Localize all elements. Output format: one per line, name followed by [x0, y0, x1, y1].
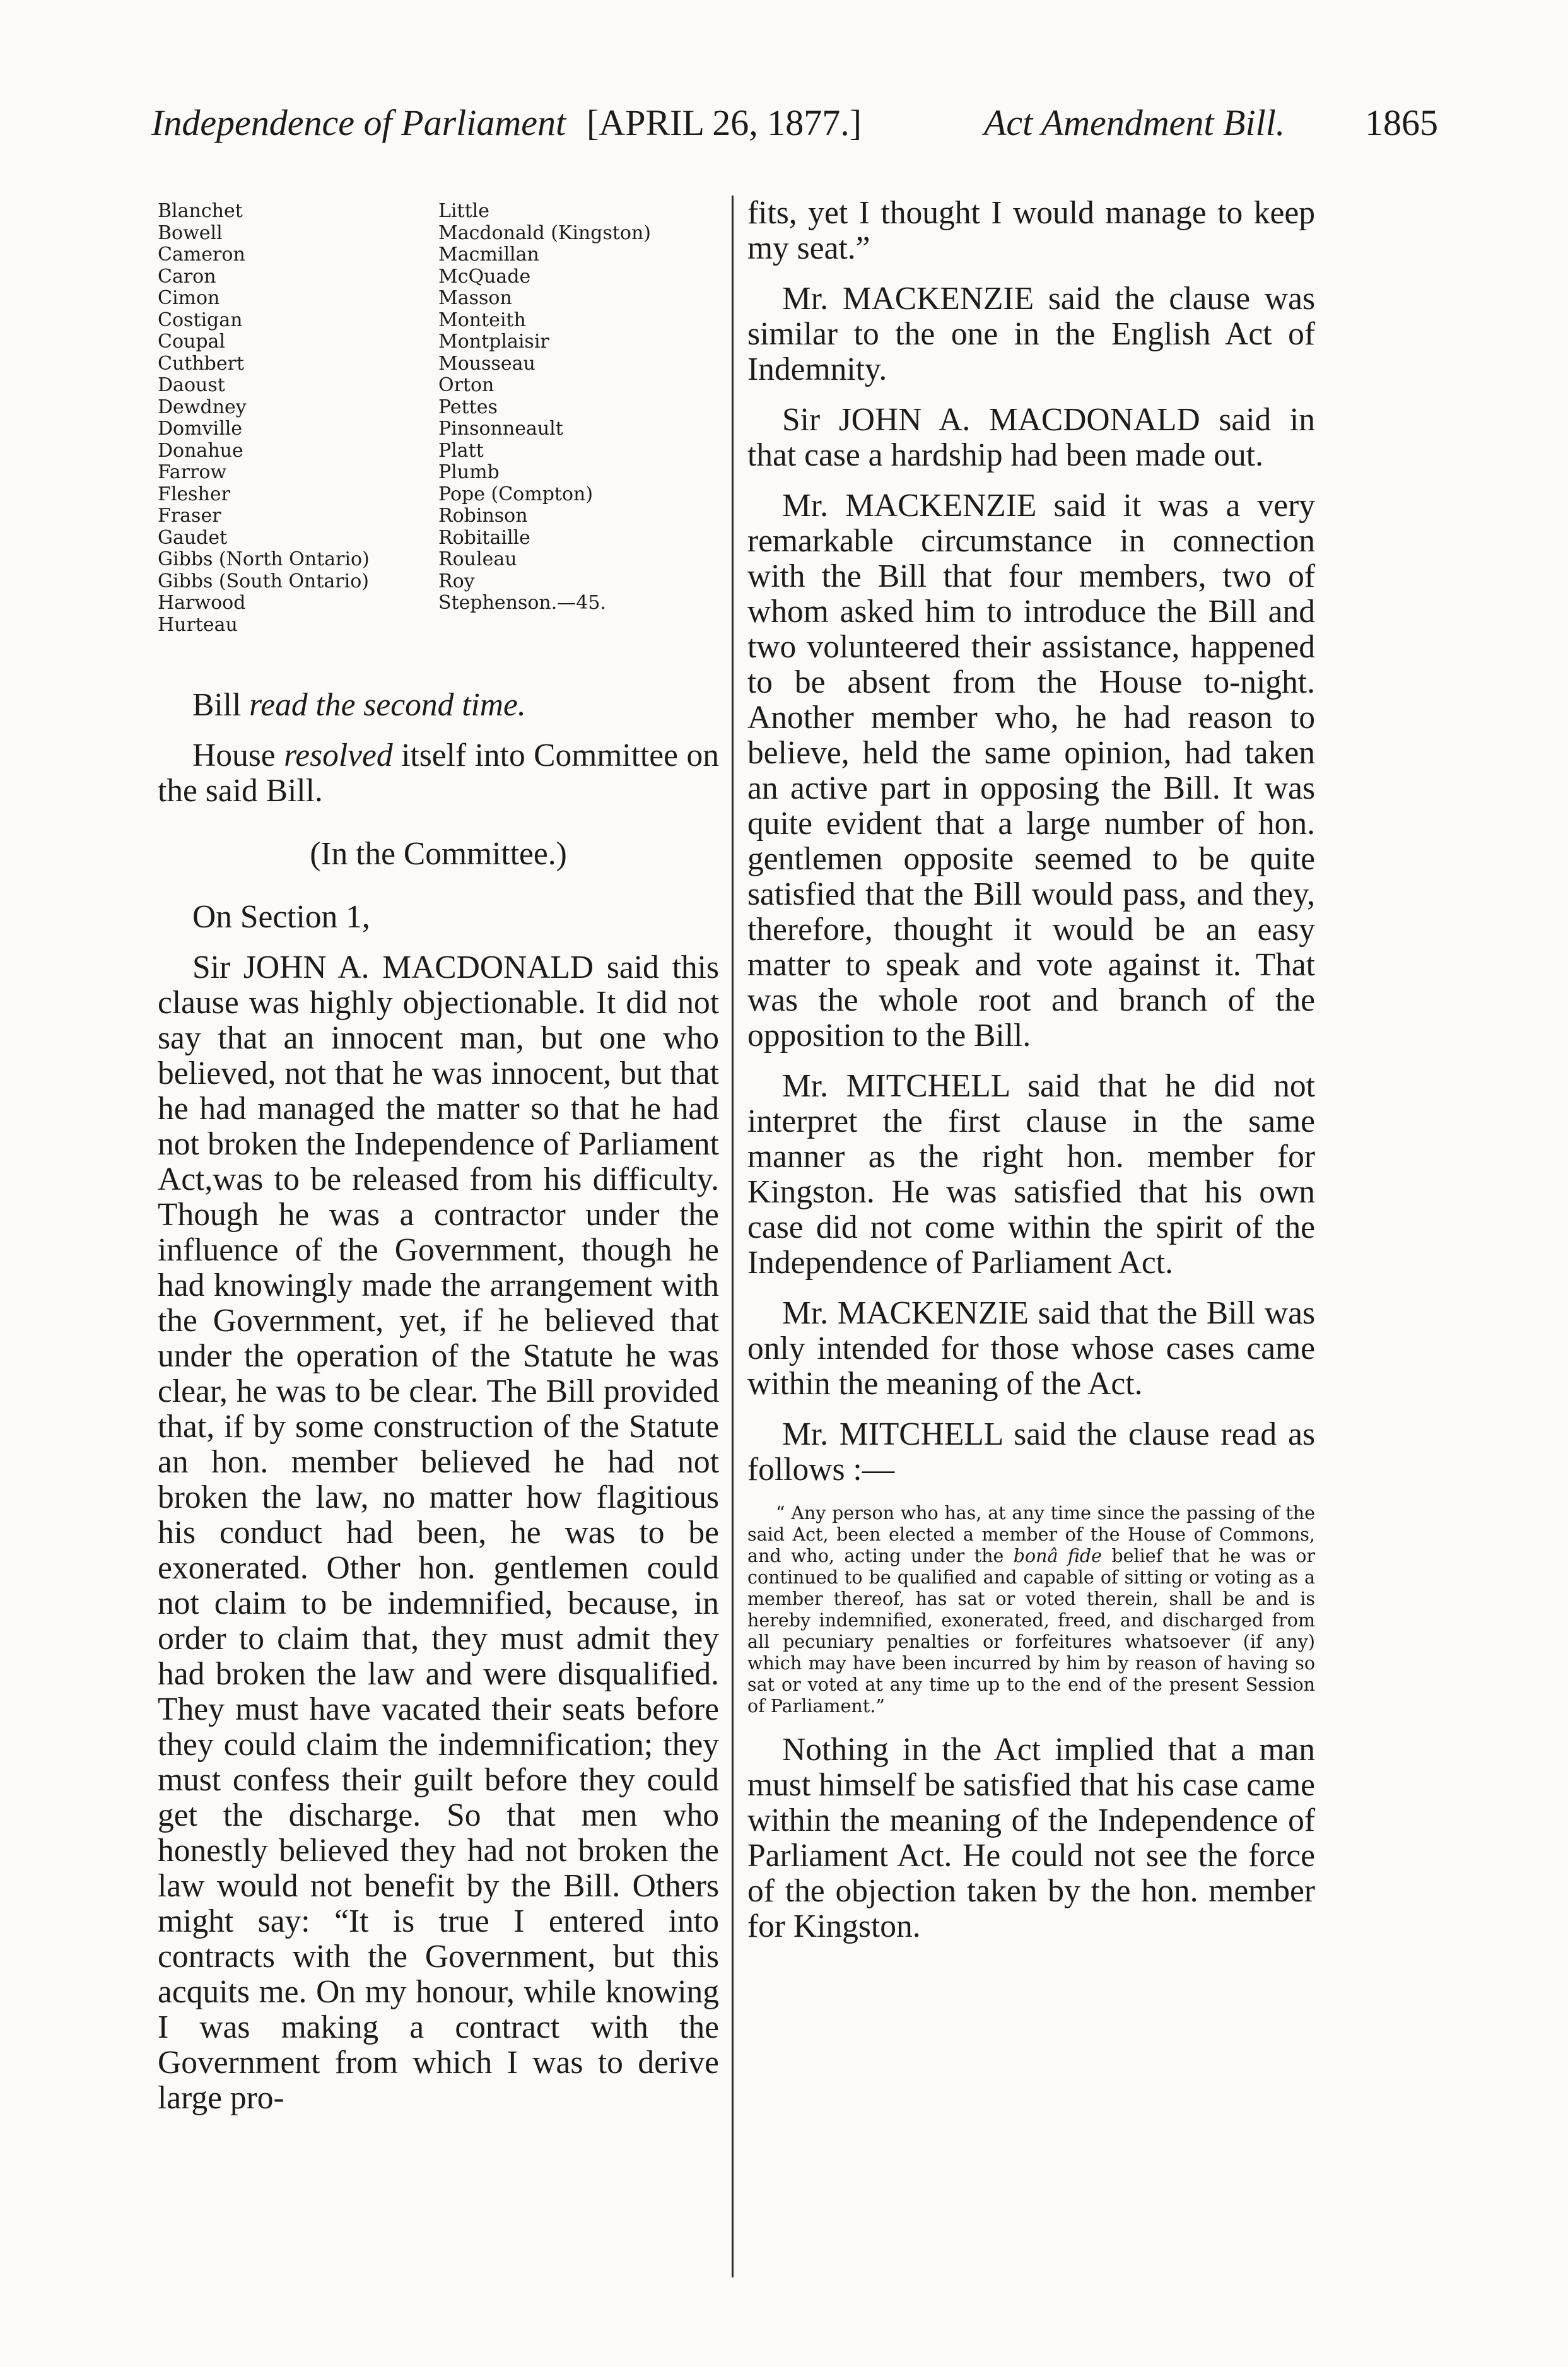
division-name: Costigan [158, 308, 243, 331]
page-number: 1865 [1365, 102, 1438, 143]
division-name: Gibbs (North Ontario) [158, 548, 370, 570]
macdonald-remark: Sir JOHN A. MACDONALD said in that case a hardship had been made out. [747, 402, 1315, 473]
division-name: Hurteau [158, 613, 238, 636]
macdonald-speech: Sir JOHN A. MACDONALD said this clause was highly objectionable. It did not say that an innocent man, but one who believed, not that he was innocent, but that he had managed the matter so that he had not broken the Independence of Parliament Act,was to be released from his difficulty. Though he was a contractor under the influence of the Government, though he had knowingly made the arrangement with the Government, yet, if he believed that under the operation of the Statute he was clear, he was to be clear. The Bill provided that, if by some construction of the Statute an hon. member believed he had not broken the law, no matter how flagitious his conduct had been, he was to be exonerated. Other hon. gentlemen could not claim to be indemnified, because, in order to claim that, they must admit they had broken the law and were disqualified. They must have vacated their seats before they could claim the indemnification; they must confess their guilt before they could get the discharge. So that men who honestly believed they had not broken the law would not benefit by the Bill. Others might say: “It is true I entered into contracts with the Government, but this acquits me. On my honour, while knowing I was making a contract with the Government from which I was to derive large pro- [158, 949, 719, 2116]
division-name: Pinsonneault [438, 418, 563, 440]
house-resolved-line [158, 738, 719, 809]
bill-read-emphasis: read the second time. [249, 687, 526, 723]
mackenzie-remark-1: Mr. MACKENZIE said the clause was similar to the one in the English Act of Indemnity. [747, 281, 1315, 387]
division-name: Little [438, 200, 489, 222]
committee-heading: (In the Committee.) [310, 836, 567, 872]
division-name: Cuthbert [158, 352, 245, 375]
division-name: Macmillan [438, 244, 539, 266]
division-name: Mousseau [438, 352, 535, 375]
running-header [151, 95, 1438, 151]
division-name: Pettes [438, 396, 498, 418]
quote-part-c: belief that he was or continued to be qualified and capable of sitting or voting as a member thereof, has sat or voted therein, shall be and is hereby indemnified, exonerated, freed, and discharged from all pecuniary penalties or forfeitures whatsoever (if any) which may have been incurred by him by reason of having so sat or voted at any time up to the end of the present Session of Parliament.” [747, 1546, 1315, 1717]
division-name: Flesher [158, 483, 230, 505]
division-name: Rouleau [438, 548, 517, 570]
division-name: Robinson [438, 505, 528, 527]
division-name: Farrow [158, 461, 227, 483]
division-name: Roy [438, 570, 475, 592]
bill-read-line [158, 688, 719, 723]
division-name: Donahue [158, 439, 243, 462]
house-rest: itself into Committee on the said Bill. [158, 737, 720, 809]
division-name: McQuade [438, 265, 531, 288]
speech-continuation: fits, yet I thought I would manage to keep my seat.” [747, 195, 1315, 266]
division-name: Harwood [158, 592, 246, 614]
division-list-column-b [438, 201, 728, 614]
division-name: Stephenson.—45. [438, 592, 606, 614]
division-name: Montplaisir [438, 331, 549, 353]
division-name: Dewdney [158, 396, 247, 418]
mackenzie-remark-2: Mr. MACKENZIE said it was a very remarkable circumstance in connection with the Bill that four members, two of whom asked him to introduce the Bill and two volunteered their assistance, happened to be absent from the House to-night. Another member who, he had reason to believe, held the same opinion, had taken an active part in opposing the Bill. It was quite evident that a large number of hon. gentlemen opposite seemed to be quite satisfied that the Bill would pass, and they, therefore, thought it would be an easy matter to speak and vote against it. That was the whole root and branch of the opposition to the Bill. [747, 488, 1315, 1054]
division-name: Coupal [158, 331, 226, 353]
division-name: Orton [438, 374, 494, 396]
division-name: Cameron [158, 244, 245, 266]
section-heading: On Section 1, [192, 899, 370, 935]
division-name: Domville [158, 418, 243, 440]
division-name: Pope (Compton) [438, 483, 594, 505]
division-name: Gaudet [158, 526, 228, 549]
division-name: Gibbs (South Ontario) [158, 570, 370, 592]
mitchell-remark-1: Mr. MITCHELL said that he did not interpret the first clause in the same manner as the right hon. member for Kingston. He was satisfied that his own case did not come within the spirit of the Independence of Parliament Act. [747, 1068, 1315, 1281]
mitchell-conclusion: Nothing in the Act implied that a man must himself be satisfied that his case came within the meaning of the Independence of Parliament Act. He could not see the force of the objection taken by the hon. member for Kingston. [747, 1732, 1315, 1944]
right-column [747, 196, 1315, 1959]
division-name: Cimon [158, 287, 220, 309]
division-name: Monteith [438, 308, 526, 331]
resolved-emphasis: resolved [284, 737, 393, 773]
clause-quotation [747, 1503, 1315, 1717]
division-name: Fraser [158, 505, 221, 527]
column-divider [732, 196, 734, 2277]
mitchell-remark-2: Mr. MITCHELL said the clause read as follows :— [747, 1416, 1315, 1488]
left-column [158, 688, 719, 2131]
header-date: [APRIL 26, 1877.] [587, 102, 862, 143]
header-title-right: Act Amendment Bill. [984, 102, 1285, 143]
division-name: Robitaille [438, 526, 530, 549]
division-name: Daoust [158, 374, 225, 396]
quote-bona-fide: bonâ fide [1013, 1546, 1103, 1566]
division-name: Caron [158, 265, 216, 288]
division-name: Macdonald (Kingston) [438, 221, 651, 244]
division-name: Bowell [158, 221, 223, 244]
header-title-left: Independence of Parliament [151, 102, 566, 143]
mackenzie-remark-3: Mr. MACKENZIE said that the Bill was only intended for those whose cases came within the meaning of the Act. [747, 1295, 1315, 1402]
quote-part-a: “ Any person who has, at any time since the passing of the said Act, been elected a member of the House of Commons, and who, acting under the [747, 1503, 1315, 1566]
bill-read-text: Bill [192, 687, 250, 723]
division-name: Masson [438, 287, 512, 309]
division-list-column-a [158, 201, 442, 636]
division-name: Blanchet [158, 200, 243, 222]
division-name: Plumb [438, 461, 500, 483]
division-name: Platt [438, 439, 484, 462]
house-text: House [192, 737, 284, 773]
